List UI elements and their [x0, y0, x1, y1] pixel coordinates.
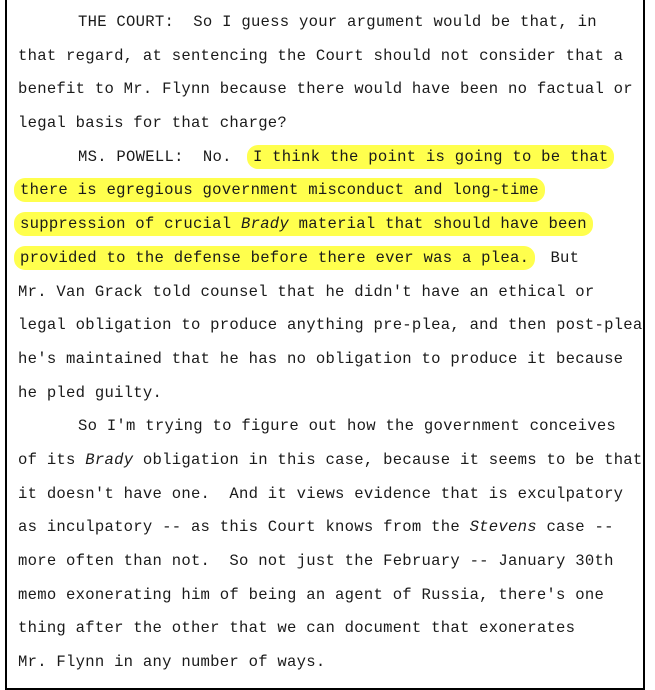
transcript-line [18, 6, 638, 40]
highlighted-text [14, 212, 593, 236]
transcript-line: he's maintained that he has no obligation to produce it because [18, 349, 624, 368]
transcript-line [18, 444, 643, 478]
transcript-line: thing after the other that we can document that exonerates [18, 619, 576, 638]
transcript-line: benefit to Mr. Flynn because there would have been no factual or [18, 80, 633, 99]
transcript-text: as inculpatory -- as this Court knows from the [18, 518, 460, 537]
transcript-line [18, 208, 638, 242]
highlighted-text-part: suppression of crucial [20, 215, 232, 234]
case-name-stevens: Stevens [469, 518, 537, 537]
highlighted-text: there is egregious government misconduct and long-time [14, 178, 545, 202]
transcript-line: that regard, at sentencing the Court should not consider that a [18, 46, 624, 65]
highlighted-text: I think the point is going to be that [247, 145, 615, 169]
transcript-line: legal basis for that charge? [18, 114, 288, 133]
transcript-page [18, 6, 643, 680]
transcript-line [18, 242, 638, 276]
transcript-text: obligation in this case, because it seems to be that [142, 450, 643, 469]
speaker-label-court: THE COURT: [78, 13, 175, 31]
transcript-line: Mr. Van Grack told counsel that he didn't have an ethical or [18, 282, 595, 301]
transcript-line [18, 511, 638, 545]
transcript-text: case -- [546, 518, 614, 537]
highlighted-text-part: material that should have been [298, 215, 587, 234]
transcript-line: So I'm trying to figure out how the government conceives [78, 417, 617, 436]
transcript-line: Mr. Flynn in any number of ways. [18, 653, 326, 672]
transcript-text: So I guess your argument would be that, in [193, 13, 597, 31]
transcript-line: more often than not. So not just the February -- January 30th [18, 552, 614, 570]
transcript-line: he pled guilty. [18, 383, 163, 402]
speaker-label-powell: MS. POWELL: [78, 147, 184, 166]
transcript-line: memo exonerating him of being an agent of Russia, there's one [18, 585, 605, 604]
transcript-text: of its [18, 450, 76, 469]
highlighted-text: provided to the defense before there ever was a plea. [14, 246, 535, 270]
case-name-brady: Brady [85, 450, 134, 469]
transcript-text: No. [202, 147, 232, 166]
transcript-line: it doesn't have one. And it views evidence that is exculpatory [18, 484, 624, 503]
case-name-brady: Brady [240, 215, 290, 234]
transcript-line: legal obligation to produce anything pre-plea, and then post-plea [18, 316, 643, 335]
transcript-line [18, 174, 638, 208]
transcript-text: But [550, 248, 580, 267]
transcript-line [18, 141, 638, 175]
